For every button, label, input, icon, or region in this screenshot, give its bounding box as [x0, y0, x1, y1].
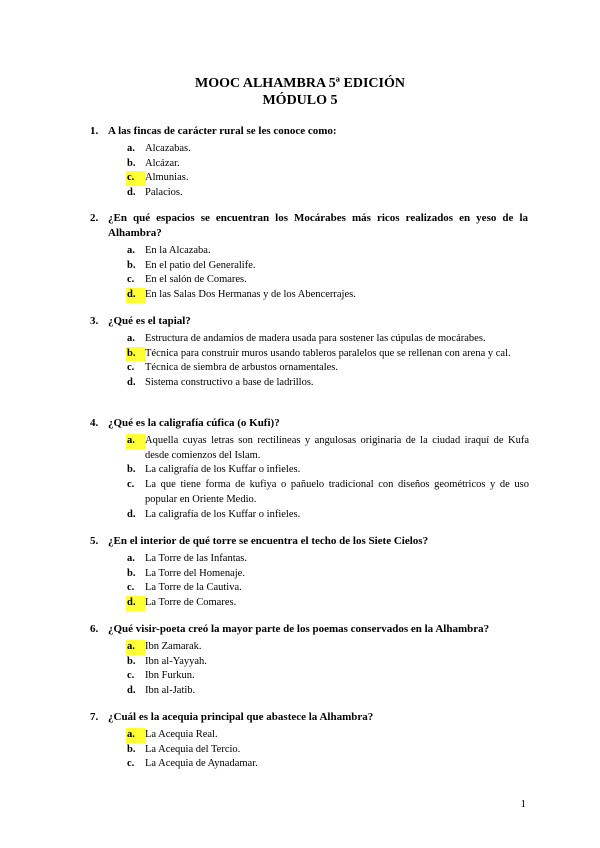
- option-text: La Torre de las Infantas.: [145, 553, 247, 564]
- option-letter: c.: [127, 670, 135, 682]
- option-text: Alcazabas.: [145, 143, 191, 154]
- question-number: 2.: [90, 212, 99, 224]
- question-7: [0, 710, 600, 772]
- question-text: ¿En qué espacios se encuentran los Mocárabes más ricos realizados en yeso de la Alhambra?: [108, 212, 528, 239]
- option-text: En el salón de Comares.: [145, 274, 247, 286]
- option-text: La Torre del Homenaje.: [145, 567, 245, 579]
- question-number: 3.: [90, 315, 99, 327]
- option-letter-highlighted: a.: [126, 640, 145, 655]
- option-letter: b.: [127, 743, 136, 755]
- option-letter: a.: [127, 553, 135, 564]
- option-c: [0, 669, 600, 684]
- question-text: A las fincas de carácter rural se les conoce como:: [108, 125, 337, 137]
- option-text: Estructura de andamios de madera usada para sostener las cúpulas de mocárabes.: [145, 333, 486, 344]
- option-text: Ibn Zamarak.: [145, 641, 202, 652]
- option-c-correct: [0, 171, 600, 186]
- module-title: MÓDULO 5: [262, 93, 338, 108]
- option-c: [0, 478, 600, 507]
- option-text: Alcázar.: [145, 157, 180, 169]
- option-text: Palacios.: [145, 187, 183, 199]
- question-3: [0, 314, 600, 391]
- option-letter: a.: [127, 245, 135, 256]
- option-c: [0, 361, 600, 376]
- option-letter: b.: [127, 464, 136, 476]
- option-letter: b.: [127, 259, 136, 271]
- option-text: La caligrafía de los Kuffar o infieles.: [145, 508, 301, 520]
- document-title: MOOC ALHAMBRA 5ª EDICIÓN: [195, 76, 405, 91]
- option-b-correct: [0, 347, 600, 362]
- option-c: [0, 273, 600, 288]
- option-letter: c.: [127, 758, 135, 770]
- option-d: [0, 508, 600, 523]
- option-a: [0, 244, 600, 259]
- option-text: La caligrafía de los Kuffar o infieles.: [145, 464, 301, 476]
- option-letter-highlighted: a.: [126, 728, 145, 743]
- option-letter-highlighted: c.: [126, 171, 145, 186]
- option-letter: d.: [127, 187, 136, 199]
- option-b: [0, 567, 600, 582]
- question-1: [0, 124, 600, 201]
- option-text: Ibn al-Jatib.: [145, 685, 196, 697]
- option-text: La que tiene forma de kufiya o pañuelo tradicional con diseños geométricos y de uso popular en Oriente Medio.: [145, 479, 529, 505]
- question-text: ¿Qué visir-poeta creó la mayor parte de los poemas conservados en la Alhambra?: [108, 623, 490, 635]
- option-letter: c.: [127, 479, 135, 491]
- option-b: [0, 259, 600, 274]
- option-a-correct: [0, 640, 600, 655]
- option-text: Ibn Furkun.: [145, 670, 195, 682]
- option-letter-highlighted: a.: [126, 434, 145, 449]
- option-b: [0, 157, 600, 172]
- option-d: [0, 186, 600, 201]
- option-text: La Acequia de Aynadamar.: [145, 758, 258, 770]
- option-letter: b.: [127, 567, 136, 579]
- option-letter: a.: [127, 143, 135, 154]
- option-letter: d.: [127, 508, 136, 520]
- option-text: Técnica para construir muros usando tableros paralelos que se rellenan con arena y cal.: [145, 347, 511, 359]
- question-5: [0, 534, 600, 611]
- option-text: Ibn al-Yayyah.: [145, 655, 207, 667]
- question-text: ¿Cuál es la acequia principal que abastece la Alhambra?: [108, 711, 374, 723]
- option-d-correct: [0, 596, 600, 611]
- option-text: La Acequia Real.: [145, 729, 218, 740]
- question-number: 6.: [90, 623, 99, 635]
- option-letter-highlighted: d.: [126, 288, 145, 303]
- option-letter: c.: [127, 582, 135, 594]
- option-a: [0, 332, 600, 347]
- option-letter: a.: [127, 333, 135, 344]
- option-letter-highlighted: d.: [126, 596, 145, 611]
- option-letter: b.: [127, 157, 136, 169]
- question-text: ¿Qué es el tapial?: [108, 315, 191, 327]
- option-text: Sistema constructivo a base de ladrillos.: [145, 377, 314, 389]
- option-letter: c.: [127, 362, 135, 374]
- question-number: 5.: [90, 535, 99, 547]
- option-d-correct: [0, 288, 600, 303]
- option-a: [0, 142, 600, 157]
- option-text: En las Salas Dos Hermanas y de los Abencerrajes.: [145, 289, 356, 301]
- option-text: La Acequia del Tercio.: [145, 743, 241, 755]
- option-text: La Torre de la Cautiva.: [145, 582, 242, 594]
- option-a-correct: [0, 434, 600, 463]
- question-text: ¿En el interior de qué torre se encuentra el techo de los Siete Cielos?: [108, 535, 429, 547]
- option-text: Aquella cuyas letras son rectilíneas y angulosas originaria de la ciudad iraquí de Kufa desde comienzos del Islam.: [145, 435, 529, 461]
- option-letter: d.: [127, 685, 136, 697]
- option-a: [0, 552, 600, 567]
- option-text: La Torre de Comares.: [145, 597, 237, 609]
- option-d: [0, 684, 600, 699]
- option-letter: c.: [127, 274, 135, 286]
- option-b: [0, 655, 600, 670]
- option-d: [0, 376, 600, 391]
- page-number: 1: [520, 798, 526, 810]
- question-number: 4.: [90, 417, 99, 429]
- option-c: [0, 581, 600, 596]
- option-b: [0, 743, 600, 758]
- question-6: [0, 622, 600, 699]
- option-c: [0, 757, 600, 772]
- question-text: ¿Qué es la caligrafía cúfica (o Kufi)?: [108, 417, 280, 429]
- option-a-correct: [0, 728, 600, 743]
- question-2: [0, 211, 600, 303]
- option-b: [0, 463, 600, 478]
- option-text: Almunias.: [145, 172, 189, 184]
- question-4: [0, 416, 600, 522]
- option-letter: b.: [127, 655, 136, 667]
- option-text: Técnica de siembra de arbustos ornamentales.: [145, 362, 339, 374]
- question-number: 1.: [90, 125, 99, 137]
- question-number: 7.: [90, 711, 99, 723]
- option-letter: d.: [127, 377, 136, 389]
- option-text: En la Alcazaba.: [145, 245, 211, 256]
- option-letter-highlighted: b.: [126, 347, 145, 362]
- option-text: En el patio del Generalife.: [145, 259, 256, 271]
